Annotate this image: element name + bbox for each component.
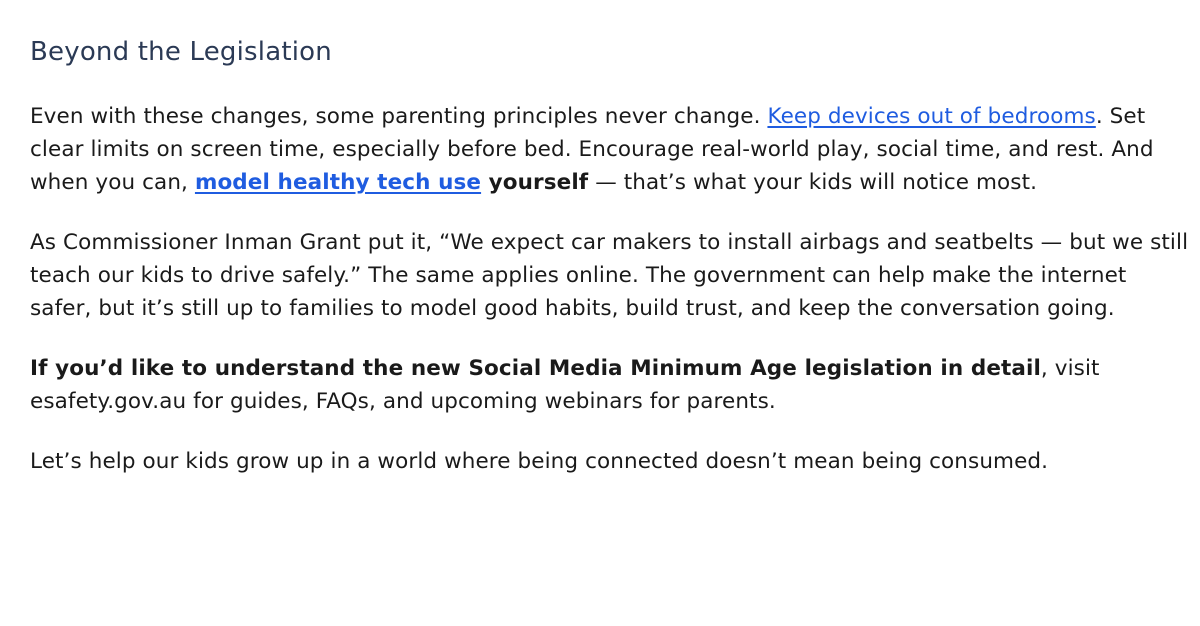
paragraph-intro-text: Even with these changes, some parenting principles never change. [30,104,768,129]
paragraph-closing: Let’s help our kids grow up in a world where being connected doesn’t mean being consumed. [30,449,1049,474]
paragraph-mid-text: . Set clear limits on screen time, especially before bed. Encourage real-world play, social time, and rest. And when you can, [30,104,1154,195]
paragraph-commissioner-quote: As Commissioner Inman Grant put it, “We expect car makers to install airbags and seatbelts — but we still teach our kids to drive safely.” The same applies online. The government can help make the internet safer, but it’s still up to families to model good habits, build trust, and keep the conversation going. [30,230,1189,321]
model-healthy-tech-link[interactable]: model healthy tech use [194,170,482,195]
legislation-rest-text: , visit esafety.gov.au for guides, FAQs, and upcoming webinars for parents. [30,356,1100,414]
legislation-bold-text: If you’d like to understand the new Social Media Minimum Age legislation in detail [30,356,1041,381]
section-heading: Beyond the Legislation [30,37,332,67]
paragraph-legislation-info [30,352,1190,418]
keep-devices-link[interactable]: Keep devices out of bedrooms [767,104,1096,129]
article-section [30,34,1190,505]
paragraph-tail-text: — that’s what your kids will notice most. [588,170,1038,195]
paragraph-parenting-principles [30,100,1190,199]
yourself-bold-text: yourself [481,170,589,195]
